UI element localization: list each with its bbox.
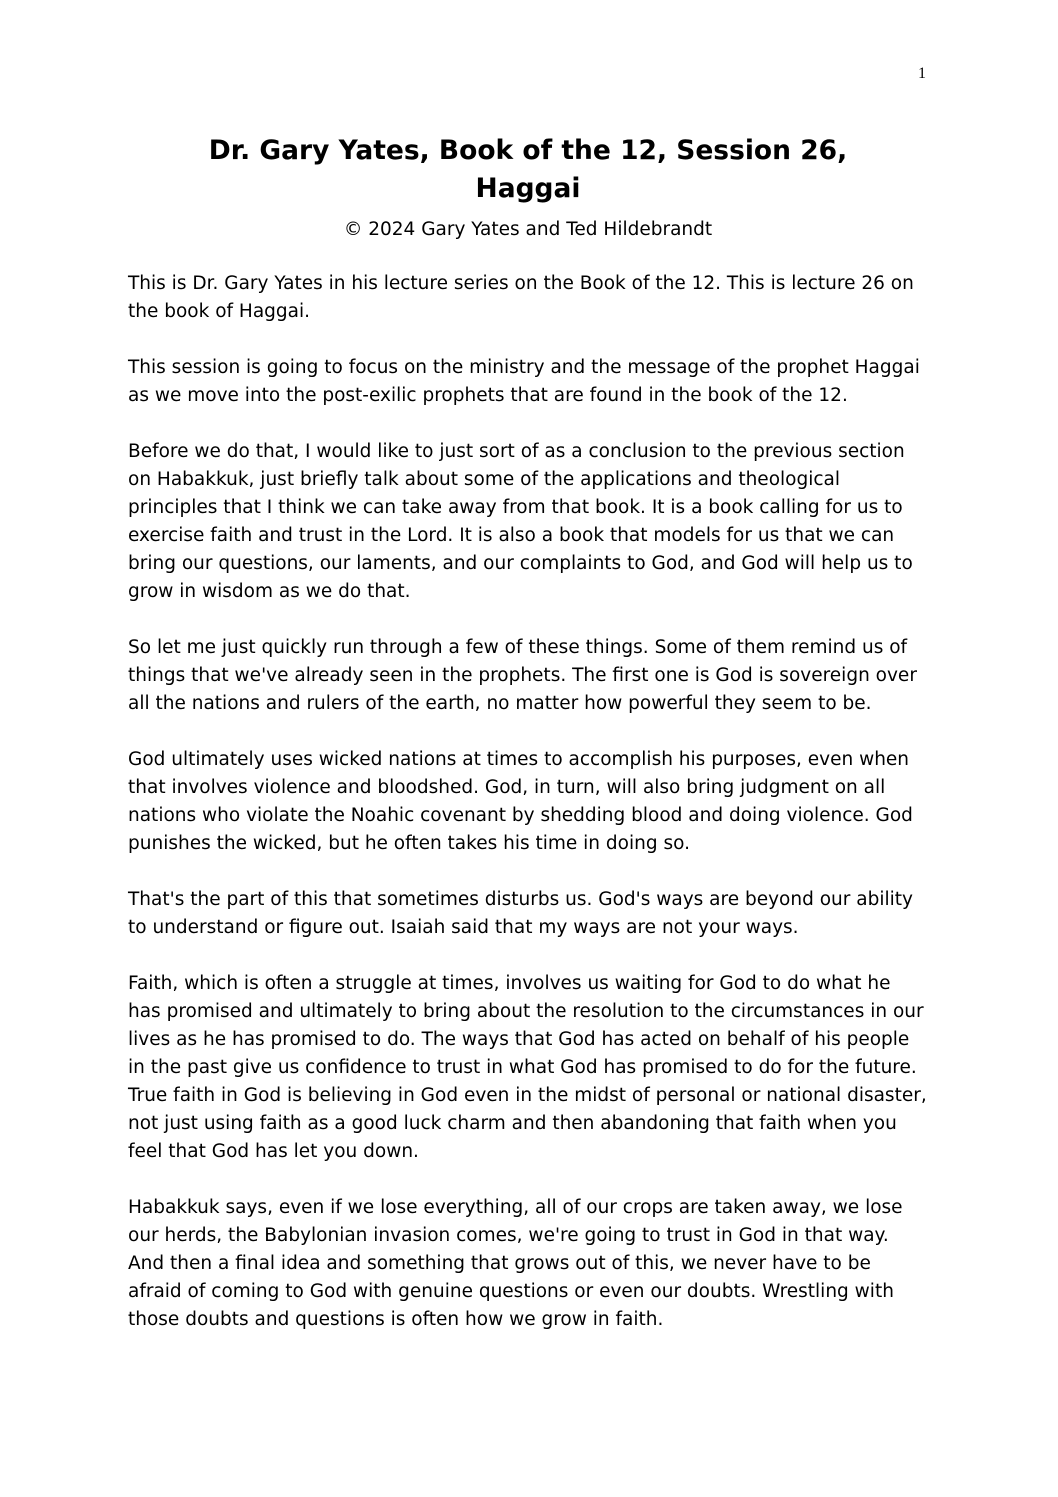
paragraph-5: God ultimately uses wicked nations at times to accomplish his purposes, even when that involves violence and bloodshed. God, in turn, will also bring judgment on all nations who violate the Noahic covenant by shedding blood and doing violence. God punishes the wicked, but he often takes his time in doing so.	[128, 749, 913, 854]
paragraph-3: Before we do that, I would like to just sort of as a conclusion to the previous section on Habakkuk, just briefly talk about some of the applications and theological principles that I think we can take away from that book. It is a book calling for us to exercise faith and trust in the Lord. It is also a book that models for us that we can bring our questions, our laments, and our complaints to God, and God will help us to grow in wisdom as we do that.	[128, 441, 913, 602]
paragraph-7: Faith, which is often a struggle at times, involves us waiting for God to do what he has promised and ultimately to bring about the resolution to the circumstances in our lives as he has promised to do. The ways that God has acted on behalf of his people in the past give us confidence to trust in what God has promised to do for the future. True faith in God is believing in God even in the midst of personal or national disaster, not just using faith as a good luck charm and then abandoning that faith when you feel that God has let you down.	[128, 973, 927, 1162]
paragraph-4: So let me just quickly run through a few of these things. Some of them remind us of things that we've already seen in the prophets. The first one is God is sovereign over all the nations and rulers of the earth, no matter how powerful they seem to be.	[128, 637, 917, 714]
paragraph-8: Habakkuk says, even if we lose everything, all of our crops are taken away, we lose our herds, the Babylonian invasion comes, we're going to trust in God in that way. And then a final idea and something that grows out of this, we never have to be afraid of coming to God with genuine questions or even our doubts. Wrestling with those doubts and questions is often how we grow in faith.	[128, 1197, 903, 1330]
paragraph-2: This session is going to focus on the ministry and the message of the prophet Haggai as we move into the post-exilic prophets that are found in the book of the 12.	[128, 357, 920, 406]
document-body	[128, 270, 928, 1362]
document-title	[128, 132, 928, 208]
document-title-line-1: Dr. Gary Yates, Book of the 12, Session 26,	[208, 135, 848, 166]
paragraph-1: This is Dr. Gary Yates in his lecture series on the Book of the 12. This is lecture 26 on the book of Haggai.	[128, 273, 914, 322]
document-title-line-2: Haggai	[475, 173, 581, 204]
paragraph-6: That's the part of this that sometimes disturbs us. God's ways are beyond our ability to understand or figure out. Isaiah said that my ways are not your ways.	[128, 889, 913, 938]
copyright-notice: © 2024 Gary Yates and Ted Hildebrandt	[343, 219, 713, 240]
page-number: 1	[918, 65, 926, 82]
